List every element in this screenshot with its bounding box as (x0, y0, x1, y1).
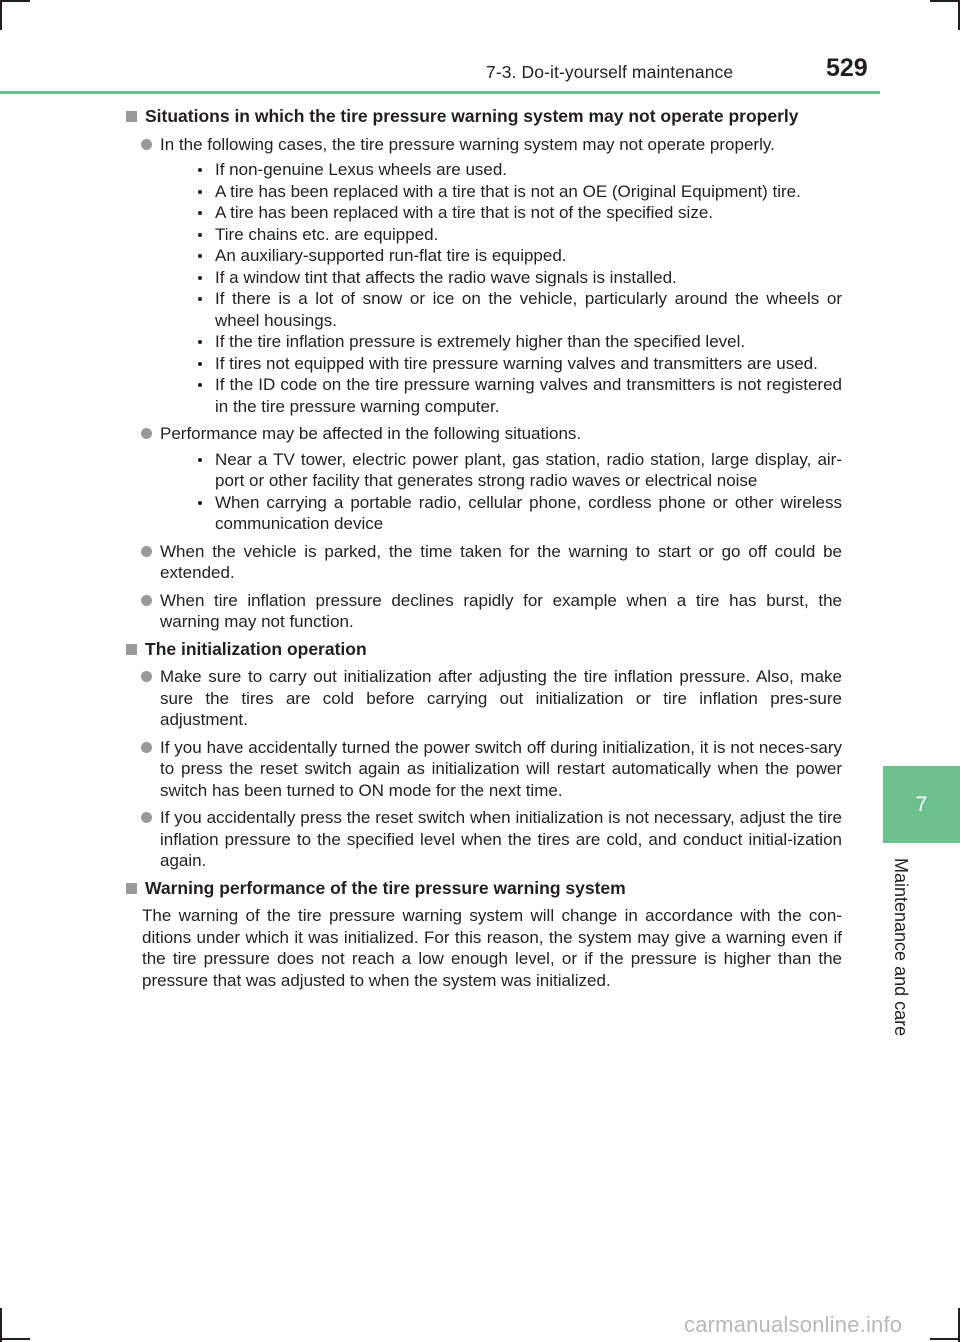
circle-bullet-icon (141, 742, 152, 753)
section-situations (124, 106, 842, 633)
bullet-item: When tire inflation pressure declines rapidly for example when a tire has burst, the warning may not function. (124, 590, 842, 633)
watermark: carmanualsonline.info (684, 1312, 903, 1337)
list-item: If there is a lot of snow or ice on the vehicle, particularly around the wheels or wheel housings. (215, 289, 842, 330)
chapter-side-label: Maintenance and care (891, 858, 911, 1037)
bullet-item: Performance may be affected in the following situations. Near a TV tower, electric power plant, gas station, radio station, large display, air-port or other facility that generates strong radio waves or electrical noise When carrying a portable radio, cellular phone, cordless phone or other wireless communication device (124, 423, 842, 535)
circle-bullet-icon (141, 595, 152, 606)
sub-list (160, 159, 842, 417)
list-item: When carrying a portable radio, cellular phone, cordless phone or other wireless communication device (215, 492, 842, 533)
list-item: If tires not equipped with tire pressure warning valves and transmitters are used. (215, 353, 842, 375)
header-rule (0, 91, 880, 94)
crop-mark (930, 0, 960, 2)
section-warning-performance (124, 878, 842, 992)
crop-mark (930, 1338, 960, 1340)
list-item: An auxiliary-supported run-flat tire is equipped. (215, 245, 842, 267)
circle-bullet-icon (141, 428, 152, 439)
section-title: The initialization operation (124, 639, 842, 661)
list-item: Tire chains etc. are equipped. (215, 224, 842, 246)
list-item: If a window tint that affects the radio wave signals is installed. (215, 267, 842, 289)
bullet-item: If you have accidentally turned the power switch off during initialization, it is not neces-sary to press the reset switch again as initialization will restart automatically when the power switch has been turned to ON mode for the next time. (124, 737, 842, 802)
list-item: A tire has been replaced with a tire that is not an OE (Original Equipment) tire. (215, 181, 842, 203)
section-title: Warning performance of the tire pressure warning system (124, 878, 842, 900)
bullet-item: In the following cases, the tire pressure warning system may not operate properly. If non-genuine Lexus wheels are used. A tire has been replaced with a tire that is not an OE (Original Equipment) tire. A tire has been replaced with a tire that is not of the specified size. Tire chains etc. are equipped. An auxiliary-supported run-flat tire is equipped. If a window tint that affects the radio wave signals is installed. If there is a lot of snow or ice on the vehicle, particularly around the wheels or wheel housings. If the tire inflation pressure is extremely higher than the specified level. If tires not equipped with tire pressure warning valves and transmitters are used. If the ID code on the tire pressure warning valves and transmitters is not registered in the tire pressure warning computer. (124, 134, 842, 418)
chapter-tab (883, 766, 960, 843)
bullet-item: Make sure to carry out initialization after adjusting the tire inflation pressure. Also, make sure the tires are cold before carrying out initialization or tire inflation pres-sure adjustment. (124, 666, 842, 731)
crop-mark (0, 1308, 2, 1342)
crop-mark (0, 1338, 30, 1340)
circle-bullet-icon (141, 546, 152, 557)
section-paragraph: The warning of the tire pressure warning system will change in accordance with the con-ditions under which it was initialized. For this reason, the system may give a warning even if the tire pressure does not reach a low enough level, or if the pressure is higher than the pressure that was adjusted to when the system was initialized. (142, 906, 842, 990)
list-item: A tire has been replaced with a tire that is not of the specified size. (215, 202, 842, 224)
section-initialization (124, 639, 842, 872)
circle-bullet-icon (141, 671, 152, 682)
list-item: If the ID code on the tire pressure warning valves and transmitters is not registered in the tire pressure warning computer. (215, 375, 842, 416)
list-item: If non-genuine Lexus wheels are used. (215, 159, 842, 181)
crop-mark (0, 0, 30, 2)
circle-bullet-icon (141, 812, 152, 823)
square-bullet-icon (126, 883, 137, 894)
list-item: If the tire inflation pressure is extremely higher than the specified level. (215, 331, 842, 353)
list-item: Near a TV tower, electric power plant, gas station, radio station, large display, air-port or other facility that generates strong radio waves or electrical noise (215, 449, 842, 490)
header-section-title: 7-3. Do-it-yourself maintenance (486, 62, 734, 82)
page-content (124, 106, 842, 997)
circle-bullet-icon (141, 139, 152, 150)
bullet-item: If you accidentally press the reset switch when initialization is not necessary, adjust the tire inflation pressure to the specified level when the tires are cold, and conduct initial-ization again. (124, 807, 842, 872)
chapter-number: 7 (915, 792, 928, 816)
square-bullet-icon (126, 111, 137, 122)
sub-list (160, 449, 842, 535)
square-bullet-icon (126, 644, 137, 655)
crop-mark (0, 0, 2, 30)
section-title: Situations in which the tire pressure warning system may not operate properly (124, 106, 842, 128)
page-number: 529 (826, 54, 868, 82)
bullet-item: When the vehicle is parked, the time taken for the warning to start or go off could be extended. (124, 541, 842, 584)
